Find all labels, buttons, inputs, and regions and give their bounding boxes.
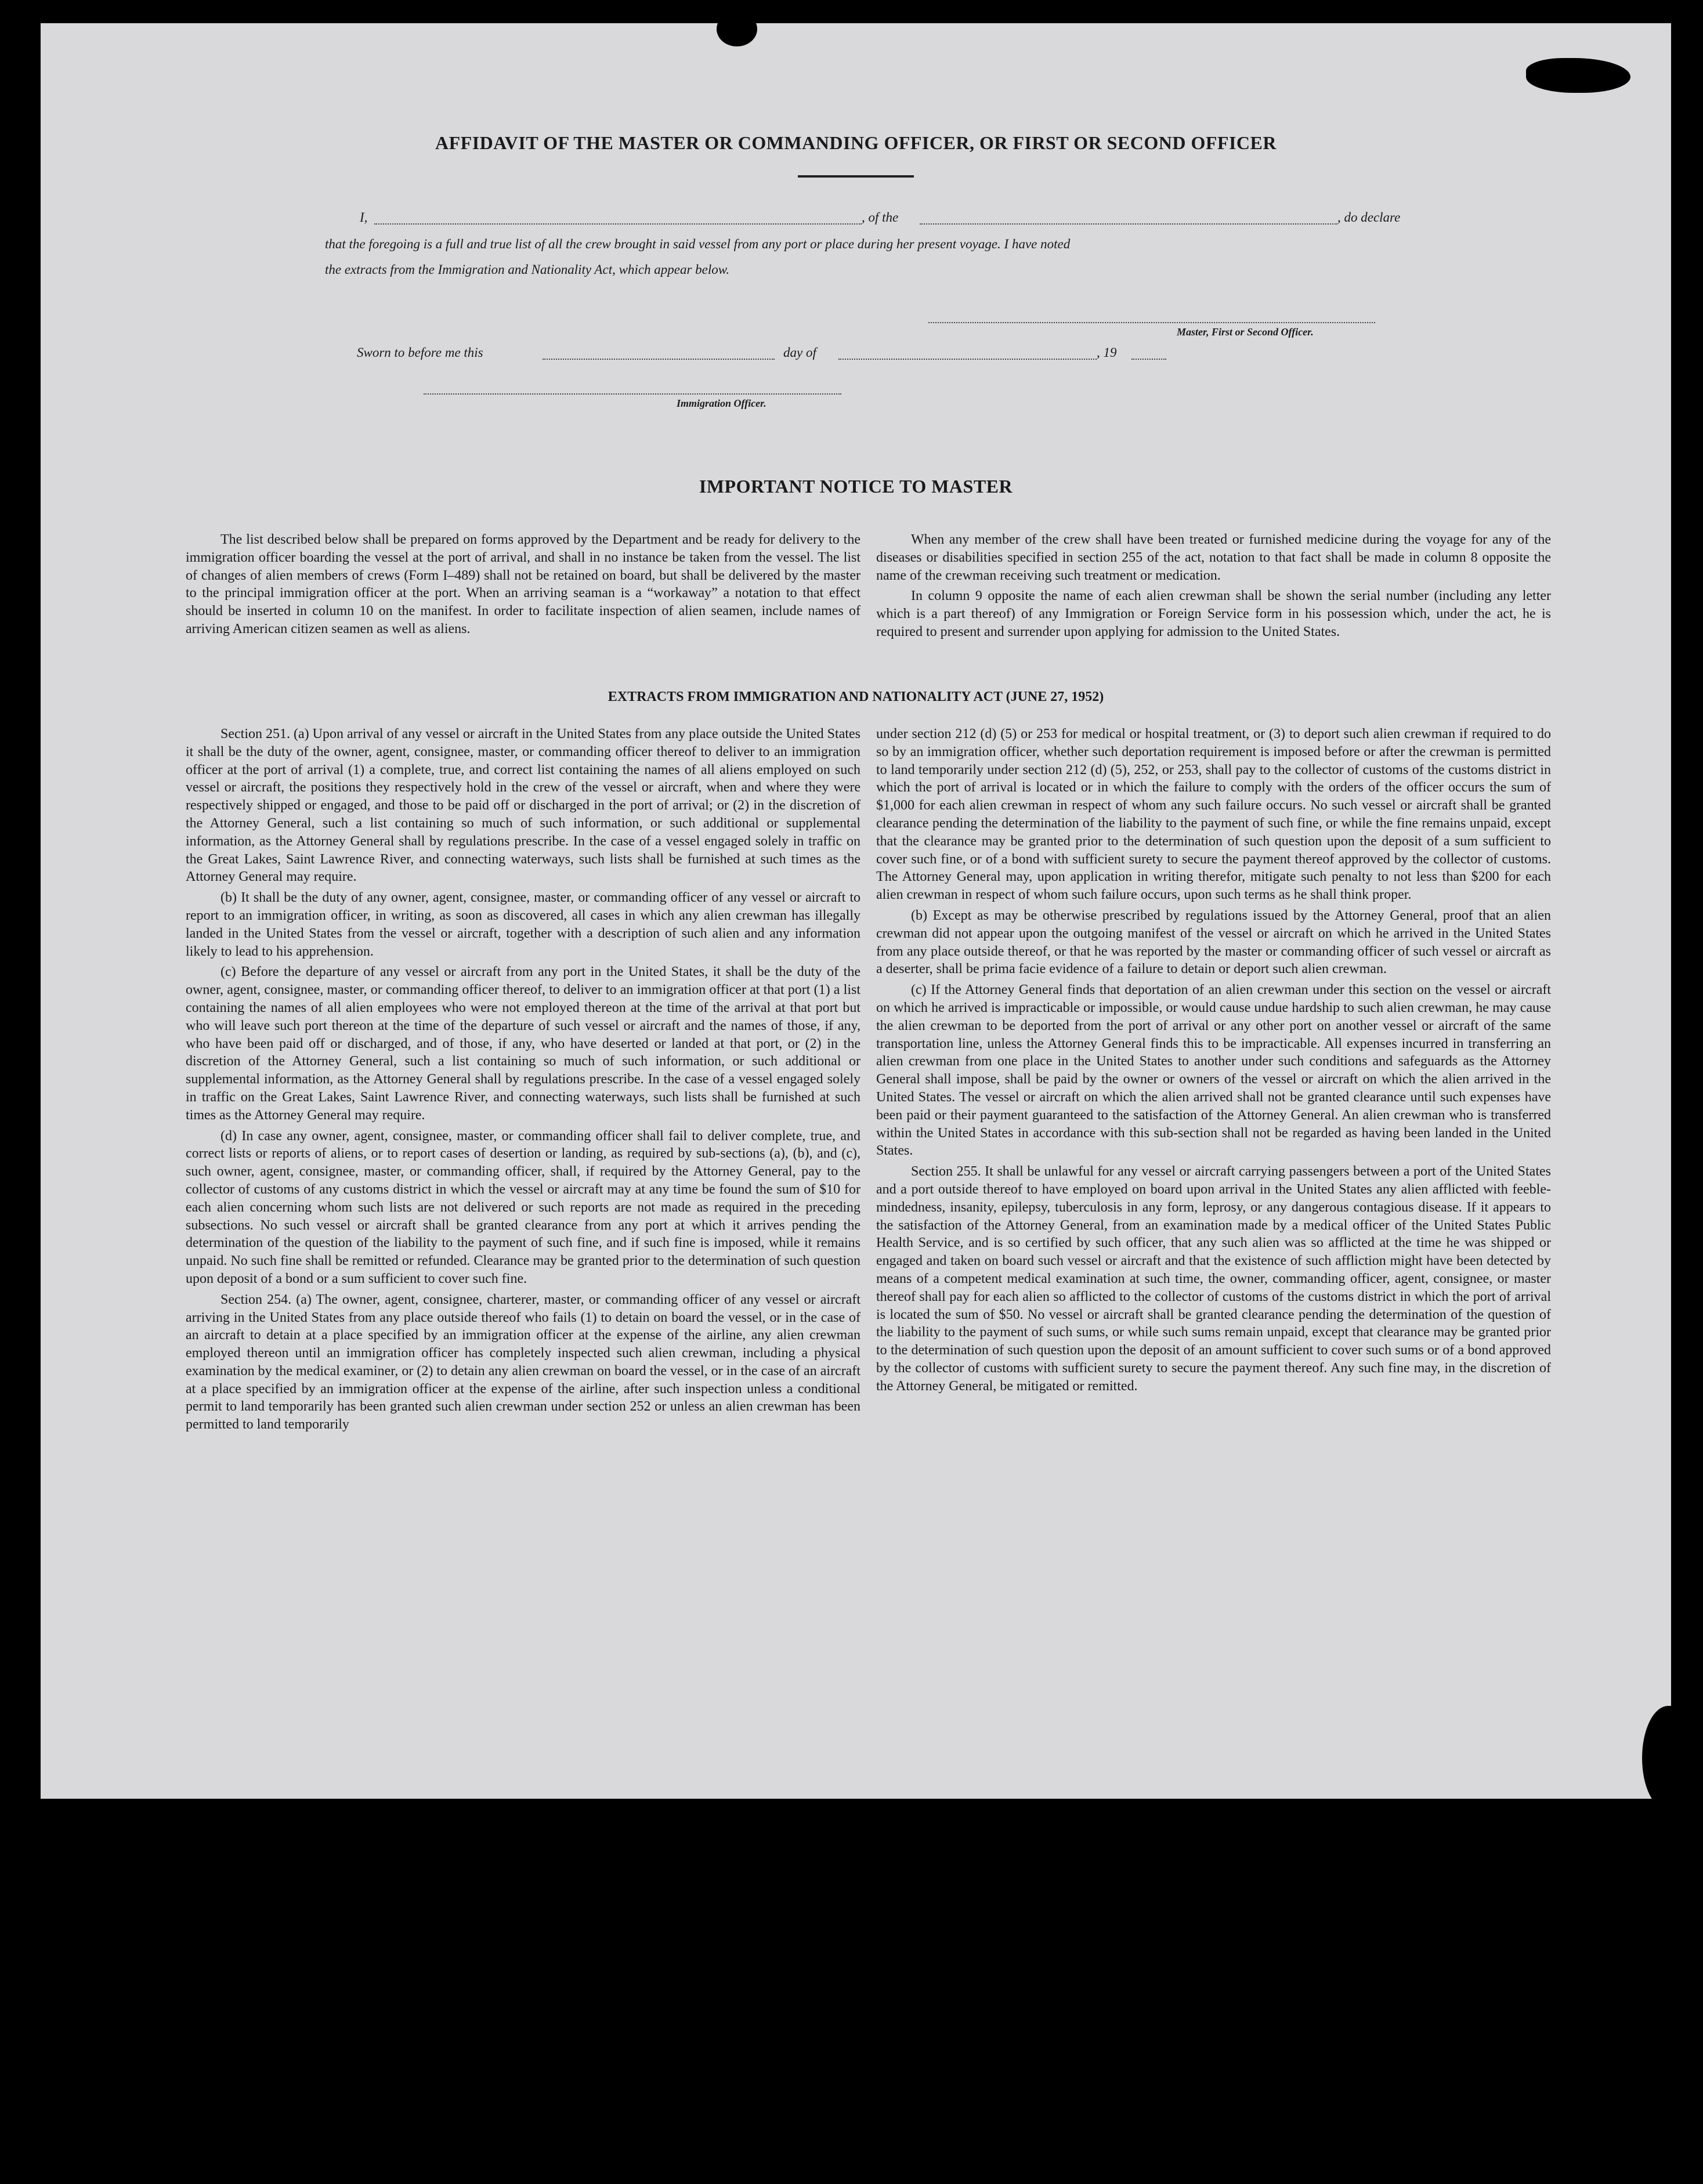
extracts-title: EXTRACTS FROM IMMIGRATION AND NATIONALITY ACT (JUNE 27, 1952) <box>608 689 1104 704</box>
page-damage-right-edge <box>1642 1706 1694 1810</box>
affidavit-statement-line2: that the foregoing is a full and true list of all the crew brought in said vessel from any port or place during her present voyage. I have noted <box>325 237 1071 251</box>
section-251-b: (b) It shall be the duty of any owner, agent, consignee, master, or commanding officer of any vessel or aircraft to report to an immigration officer, in writing, as soon as discovered, all cases in which any alien crewman has illegally landed in the United States from the vessel or aircraft, together with a description of such alien and any information likely to lead to his apprehension. <box>186 890 860 959</box>
master-signature-field[interactable] <box>928 322 1375 323</box>
section-254-a-start: Section 254. (a) The owner, agent, consignee, charterer, master, or commanding officer of any vessel or aircraft arriving in the United States from any place outside thereof who fails (1) to detain on board the vessel, or in the case of an aircraft to detain at a place specified by an immigration officer at the expense of the airline, any alien crewman employed thereon until an immigration officer has completely inspected such alien crewman, including a physical examination by the medical examiner, or (2) to detain any alien crewman on board the vessel, or in the case of an aircraft at a place specified by an immigration officer at the expense of the airline, after such inspection unless a conditional permit to land temporarily has been granted such alien crewman under section 252 or unless an alien crewman has been permitted to land temporarily <box>186 1292 860 1433</box>
vessel-name-field[interactable] <box>920 223 1337 225</box>
sworn-day-field[interactable] <box>543 359 775 360</box>
affidavit-do-declare-label: , do declare <box>1337 210 1401 225</box>
notice-right-paragraph-2: In column 9 opposite the name of each alien crewman shall be shown the serial number (including any letter which is a part thereof) of any Immigration or Foreign Service form in his possession which, under the act, he is required to present and surrender upon applying for admission to the United States. <box>876 588 1551 639</box>
section-254-c: (c) If the Attorney General finds that deportation of an alien crewman under this section on the vessel or aircraft on which he arrived is impracticable or impossible, or would cause undue hardship to such alien crewman, he may cause the alien crewman to be deported from the port of arrival or any other port on another vessel or aircraft of the same transportation line, unless the Attorney General finds this to be impracticable. All expenses incurred in transferring an alien crewman from one place in the United States to another under such conditions and safeguards as the Attorney General shall impose, shall be paid by the owner or owners of the vessel or aircraft on which the alien arrived in the United States. The vessel or aircraft on which the alien arrived shall not be granted clearance until such expenses have been paid or their payment guaranteed to the satisfaction of the Attorney General. An alien crewman who is transferred within the United States in accordance with this sub-section shall not be regarded as having been landed in the United States. <box>876 982 1551 1159</box>
section-254-b: (b) Except as may be otherwise prescribed by regulations issued by the Attorney General, proof that an alien crewman did not appear upon the outgoing manifest of the vessel or aircraft on which he arrived in the United States from any place outside thereof, or that he was reported by the master or commanding officer of such vessel or aircraft as a deserter, shall be prima facie evidence of a failure to detain or deport such alien crewman. <box>876 907 1551 977</box>
year-prefix-label: , 19 <box>1097 345 1117 360</box>
document-page <box>41 23 1671 1799</box>
affidavit-title: AFFIDAVIT OF THE MASTER OR COMMANDING OFFICER, OR FIRST OR SECOND OFFICER <box>435 132 1277 153</box>
page-damage-top-center <box>717 12 757 46</box>
affidavit-of-the-label: , of the <box>862 210 899 225</box>
immigration-officer-label: Immigration Officer. <box>677 397 766 409</box>
affidavit-i-label: I, <box>360 210 368 225</box>
notice-left-paragraph: The list described below shall be prepared on forms approved by the Department and be ready for delivery to the immigration officer boarding the vessel at the port of arrival, and shall in no instance be taken from the vessel. The list of changes of alien members of crews (Form I–489) shall not be retained on board, but shall be delivered by the master to the principal immigration officer at the port. When an arriving seaman is a “workaway” a notation to that effect should be inserted in column 10 on the manifest. In order to facilitate inspection of alien seamen, include names of arriving American citizen seamen as well as aliens. <box>186 532 860 637</box>
section-251-d: (d) In case any owner, agent, consignee, master, or commanding officer shall fail to deliver complete, true, and correct lists or reports of aliens, or to report cases of desertion or landing, as required by sub-sections (a), (b), and (c), such owner, agent, consignee, master, or commanding officer, shall, if required by the Attorney General, pay to the collector of customs of any customs district in which the vessel or aircraft may at any time be found the sum of $10 for each alien concerning whom such lists are not delivered or such reports are not made as required in the preceding subsections. No such vessel or aircraft shall be granted clearance from any port at which it arrives pending the determination of the question of the liability to the payment of such fine, and if such fine is imposed, while it remains unpaid. No such fine shall be remitted or refunded. Clearance may be granted prior to the determination of such question upon deposit of a bond or a sum sufficient to cover such fine. <box>186 1128 860 1286</box>
extracts-right-column <box>876 725 1551 1398</box>
notice-left-column <box>186 531 860 641</box>
sworn-year-field[interactable] <box>1131 359 1166 360</box>
section-251-c: (c) Before the departure of any vessel or aircraft from any port in the United States, it shall be the duty of the owner, agent, consignee, master, or commanding officer thereof, to deliver to an immigration officer at that port (1) a list containing the names of all alien employees who were not employed thereon at the time of the arrival at that port but who will leave such port thereon at the time of the departure of such vessel or aircraft and the names of those, if any, who have been paid off or discharged, and of those, if any, who have deserted or landed at that port, or (2) in the discretion of the Attorney General, such a list containing so much of such information, or such additional or supplemental information, as the Attorney General shall by regulations prescribe. In the case of a vessel engaged solely in traffic on the Great Lakes, Saint Lawrence River, and connecting waterways, such lists shall be furnished at such times as the Attorney General may require. <box>186 964 860 1123</box>
notice-right-paragraph-1: When any member of the crew shall have been treated or furnished medicine during the voyage for any of the diseases or disabilities specified in section 255 of the act, notation to that fact shall be made in column 8 opposite the name of the crewman receiving such treatment or medication. <box>876 532 1551 583</box>
master-signature-label: Master, First or Second Officer. <box>1177 326 1314 338</box>
section-254-a-continued: under section 212 (d) (5) or 253 for medical or hospital treatment, or (3) to deport such alien crewman if required to do so by an immigration officer, whether such deportation requirement is imposed before or after the crewman is permitted to land temporarily under section 212 (d) (5), 252, or 253, shall pay to the collector of customs of the customs district in which the port of arrival is located or in which the failure to comply with the orders of the officer occurs the sum of $1,000 for each alien crewman in respect of whom any such failure occurs. No such vessel or aircraft shall be granted clearance pending the determination of the liability to the payment of such fine, or while the fine remains unpaid, except that the clearance may be granted prior to the determination of such question upon the deposit of a sum sufficient to cover such fine, or of a bond with sufficient surety to secure the payment thereof approved by the collector of customs. The Attorney General may, upon application in writing therefor, mitigate such penalty to not less than $200 for each alien crewman in respect of whom such failure occurs, upon such terms as he shall think proper. <box>876 726 1551 903</box>
notice-title: IMPORTANT NOTICE TO MASTER <box>699 476 1013 497</box>
day-of-label: day of <box>783 345 816 360</box>
page-damage-top-right <box>1526 58 1630 93</box>
master-name-field[interactable] <box>374 223 862 225</box>
section-251-a: Section 251. (a) Upon arrival of any vessel or aircraft in the United States from any place outside the United States it shall be the duty of the owner, agent, consignee, master, or commanding officer thereof to deliver to an immigration officer at the port of arrival (1) a complete, true, and correct list containing the names of all aliens employed on such vessel or aircraft, the positions they respectively hold in the crew of the vessel or aircraft, when and where they were respectively shipped or engaged, and those to be paid off or discharged in the port of arrival; or (2) in the discretion of the Attorney General, such a list containing so much of such information, or such additional or supplemental information, as the Attorney General shall by regulations prescribe. In the case of a vessel engaged solely in traffic on the Great Lakes, Saint Lawrence River, and connecting waterways, such lists shall be furnished at such times as the Attorney General may require. <box>186 726 861 885</box>
extracts-left-column <box>186 725 860 1437</box>
sworn-label: Sworn to before me this <box>357 345 483 360</box>
sworn-month-field[interactable] <box>838 359 1097 360</box>
title-divider <box>798 175 914 178</box>
affidavit-statement-line3: the extracts from the Immigration and Nationality Act, which appear below. <box>325 262 730 277</box>
immigration-officer-signature-field[interactable] <box>424 393 841 395</box>
section-255: Section 255. It shall be unlawful for any vessel or aircraft carrying passengers between a port of the United States and a port outside thereof to have employed on board upon arrival in the United States any alien afflicted with feeble-mindedness, insanity, epilepsy, tuberculosis in any form, leprosy, or any dangerous contagious disease. If it appears to the satisfaction of the Attorney General, from an examination made by a medical officer of the United States Public Health Service, and is so certified by such officer, that any such alien was so afflicted at the time he was shipped or engaged and taken on board such vessel or aircraft and that the existence of such affliction might have been detected by means of a competent medical examination at such time, the owner, commanding officer, agent, consignee, or master thereof shall pay for each alien so afflicted to the collector of customs of the customs district in which the port of arrival is located the sum of $50. No vessel or aircraft shall be granted clearance pending the determination of the question of the liability to the payment of such sums, or while such sums remain unpaid, except that clearance may be granted prior to the determination of such question upon the deposit of an amount sufficient to cover such sums or of a bond approved by the collector of customs with sufficient surety to secure the payment thereof. Any such fine may, in the discretion of the Attorney General, be mitigated or remitted. <box>876 1164 1551 1394</box>
notice-right-column <box>876 531 1551 644</box>
